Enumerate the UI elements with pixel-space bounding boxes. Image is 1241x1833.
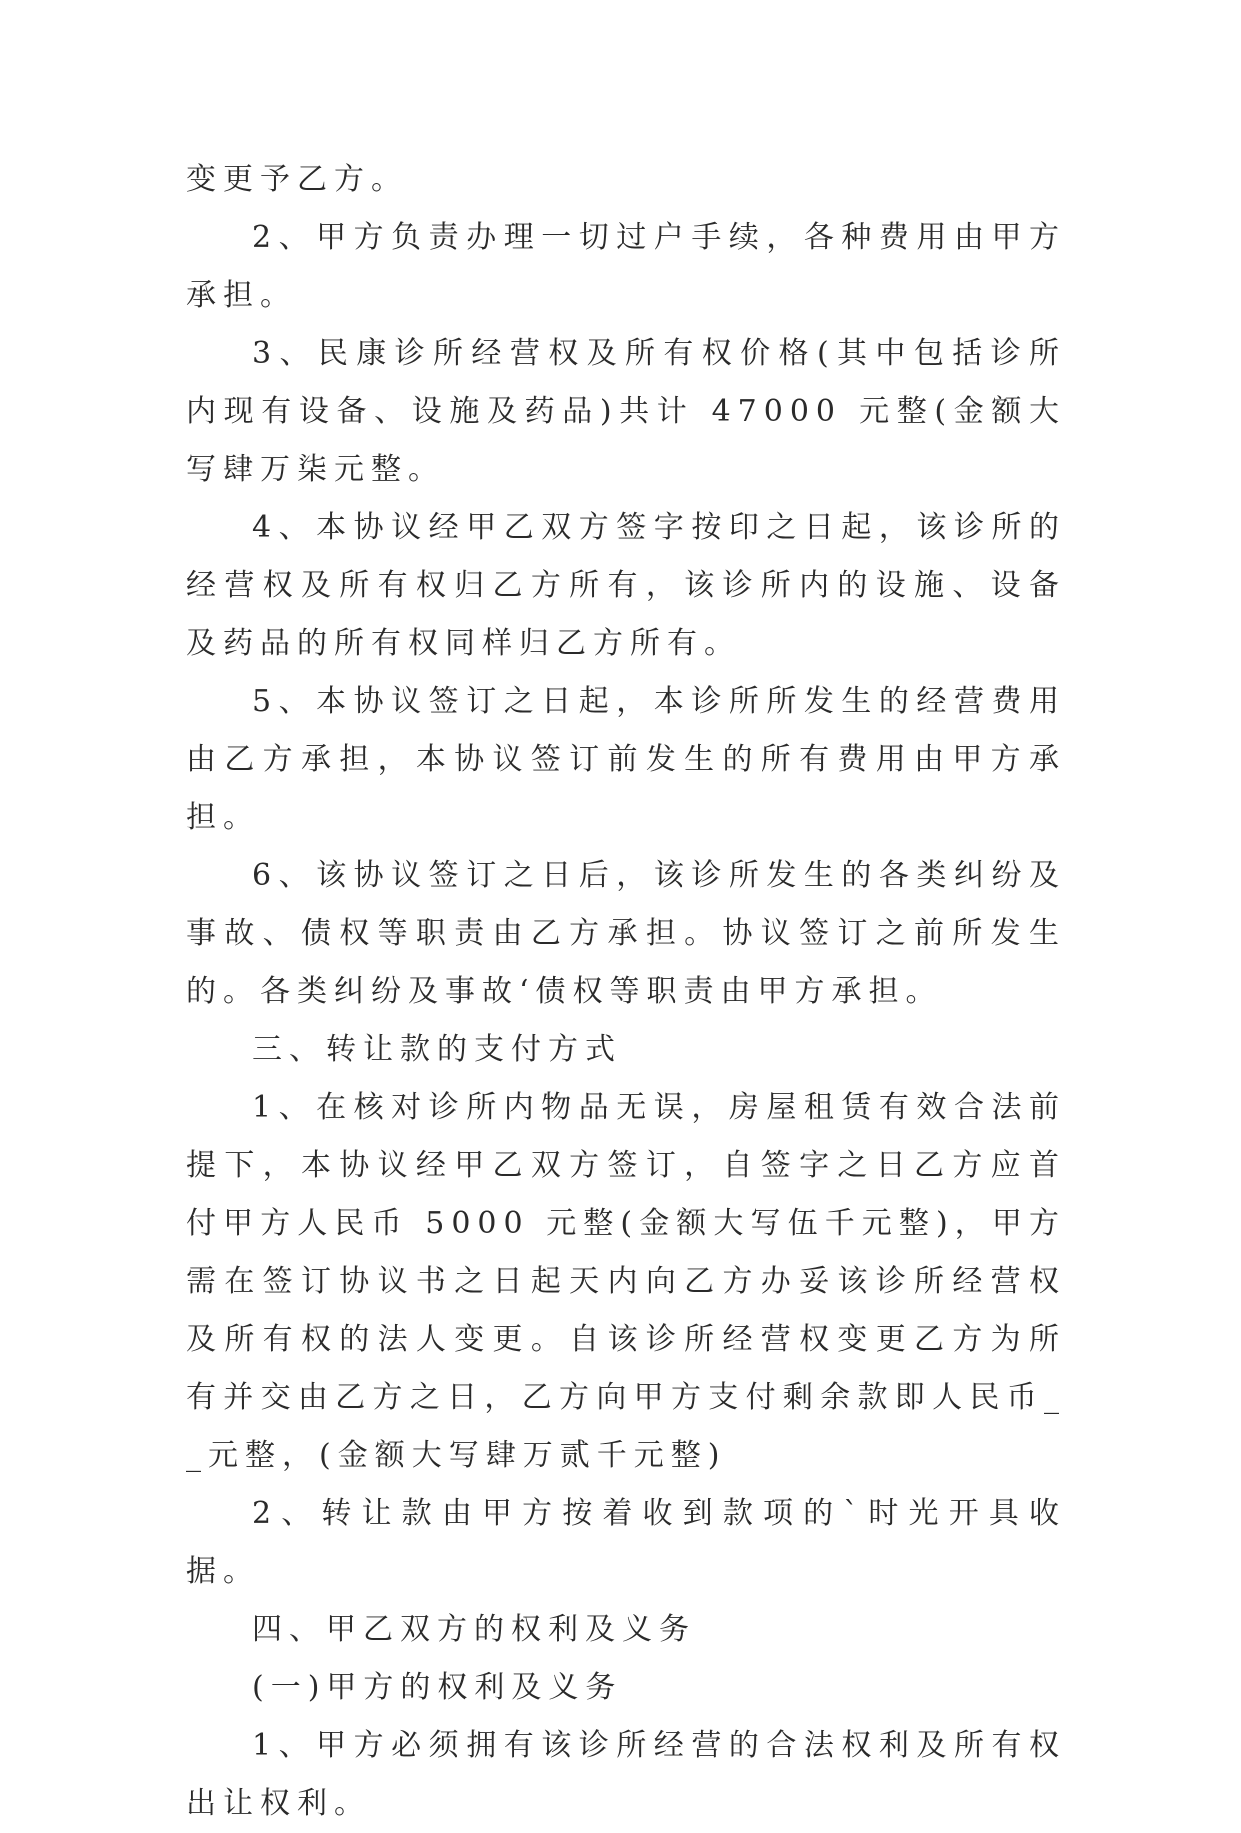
section-heading-4: 四、甲乙双方的权利及义务: [252, 1612, 696, 1647]
paragraph-5: 5、本协议签订之日起，本诊所所发生的经营费用由乙方承担，本协议签订前发生的所有费用由甲方承担。: [186, 684, 1066, 835]
paragraph-4: 4、本协议经甲乙双方签字按印之日起，该诊所的经营权及所有权归乙方所有，该诊所内的设施、设备及药品的所有权同样归乙方所有。: [186, 510, 1066, 661]
document-body: [186, 151, 1066, 1833]
subsection-heading-1: (一)甲方的权利及义务: [252, 1670, 623, 1705]
paragraph-7: 1、在核对诊所内物品无误，房屋租赁有效合法前提下，本协议经甲乙双方签订，自签字之日乙方应首付甲方人民币 5000 元整(金额大写伍千元整)，甲方需在签订协议书之日起天内向乙方办妥该诊所经营权及所有权的法人变更。自该诊所经营权变更乙方为所有并交由乙方之日，乙方向甲方支付剩余款即人民币__元整，(金额大写肆万贰千元整): [186, 1090, 1066, 1473]
paragraph-2: 2、甲方负责办理一切过户手续，各种费用由甲方承担。: [186, 220, 1066, 313]
section-heading-3: 三、转让款的支付方式: [252, 1032, 622, 1067]
paragraph-1: 变更予乙方。: [186, 162, 408, 197]
paragraph-8: 2、转让款由甲方按着收到款项的`时光开具收据。: [186, 1496, 1066, 1589]
paragraph-9: 1、甲方必须拥有该诊所经营的合法权利及所有权出让权利。: [186, 1728, 1066, 1821]
paragraph-3: 3、民康诊所经营权及所有权价格(其中包括诊所内现有设备、设施及药品)共计 47000 元整(金额大写肆万柒元整。: [186, 336, 1066, 487]
paragraph-6: 6、该协议签订之日后，该诊所发生的各类纠纷及事故、债权等职责由乙方承担。协议签订之前所发生的。各类纠纷及事故‘债权等职责由甲方承担。: [186, 858, 1066, 1009]
